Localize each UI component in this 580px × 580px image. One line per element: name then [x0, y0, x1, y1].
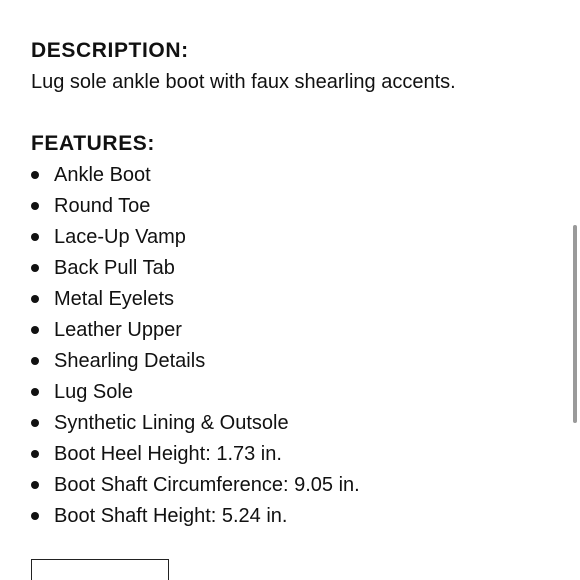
bullet-icon: [31, 388, 39, 396]
feature-label: Lug Sole: [54, 381, 133, 403]
feature-label: Ankle Boot: [54, 164, 151, 186]
scrollbar-thumb[interactable]: [573, 225, 577, 423]
bullet-icon: [31, 264, 39, 272]
feature-label: Round Toe: [54, 195, 151, 217]
feature-label: Boot Shaft Height: 5.24 in.: [54, 505, 288, 527]
bullet-icon: [31, 326, 39, 334]
bullet-icon: [31, 419, 39, 427]
feature-label: Boot Shaft Circumference: 9.05 in.: [54, 474, 360, 496]
bullet-icon: [31, 171, 39, 179]
bullet-icon: [31, 202, 39, 210]
bullet-icon: [31, 295, 39, 303]
bullet-icon: [31, 481, 39, 489]
feature-label: Lace-Up Vamp: [54, 226, 186, 248]
features-heading: FEATURES:: [31, 132, 156, 155]
feature-label: Back Pull Tab: [54, 257, 175, 279]
bullet-icon: [31, 450, 39, 458]
description-text: Lug sole ankle boot with faux shearling accents.: [31, 71, 456, 93]
description-heading: DESCRIPTION:: [31, 39, 189, 62]
feature-label: Shearling Details: [54, 350, 206, 372]
bullet-icon: [31, 512, 39, 520]
scrollbar[interactable]: [572, 0, 578, 580]
feature-label: Leather Upper: [54, 319, 182, 341]
feature-label: Synthetic Lining & Outsole: [54, 412, 289, 434]
feature-label: Metal Eyelets: [54, 288, 175, 310]
outlined-button[interactable]: [31, 559, 169, 580]
bullet-icon: [31, 357, 39, 365]
bullet-icon: [31, 233, 39, 241]
feature-label: Boot Heel Height: 1.73 in.: [54, 443, 282, 465]
